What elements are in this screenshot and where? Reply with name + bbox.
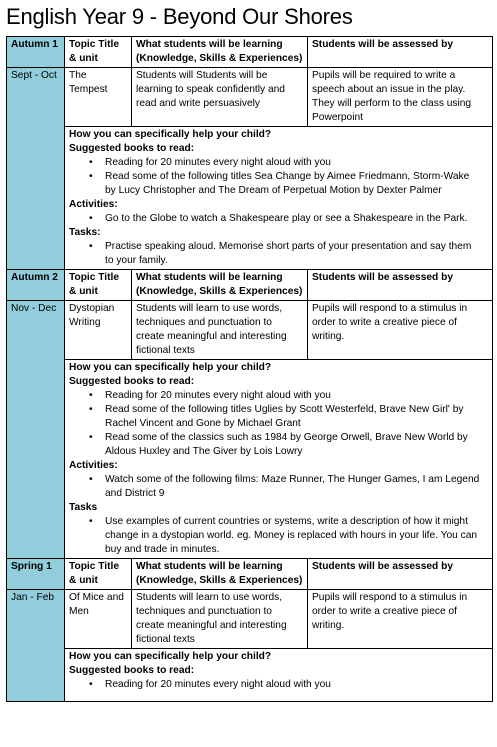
help-heading: How you can specifically help your child? [69, 651, 272, 662]
list-item: • Reading for 20 minutes every night aloud with you [69, 389, 488, 403]
term-header-row [7, 37, 493, 68]
term-name: Autumn 2 [7, 270, 65, 301]
term-dates: Jan - Feb [7, 590, 65, 702]
help-section [65, 127, 493, 270]
help-row [7, 127, 493, 270]
activities-heading: Activities: [69, 199, 118, 210]
activities-list [69, 212, 488, 226]
term-content-row [7, 301, 493, 360]
assessed-header: Students will be assessed by [308, 270, 493, 301]
books-list [69, 389, 488, 459]
tasks-list [69, 240, 488, 268]
books-list [69, 156, 488, 198]
term-header-row [7, 270, 493, 301]
help-section [65, 649, 493, 702]
list-item: • Read some of the classics such as 1984 by George Orwell, Brave New World by Aldous Huxley and The Giver by Lois Lowry [69, 431, 488, 459]
list-item: • Reading for 20 minutes every night aloud with you [69, 678, 488, 692]
tasks-list [69, 515, 488, 557]
assessment-text: Pupils will be required to write a speech about an issue in the play. They will perform to the class using Powerpoint [308, 68, 493, 127]
topic-header: Topic Title & unit [65, 37, 132, 68]
help-heading: How you can specifically help your child? [69, 362, 272, 373]
term-header-row [7, 559, 493, 590]
learning-text: Students will learn to use words, techniques and punctuation to create meaningful and interesting fictional texts [132, 590, 308, 649]
books-heading: Suggested books to read: [69, 376, 195, 387]
list-item: • Read some of the following titles Uglies by Scott Westerfeld, Brave New Girl' by Rachel Vincent and Gone by Michael Grant [69, 403, 488, 431]
term-dates: Sept - Oct [7, 68, 65, 270]
assessment-text: Pupils will respond to a stimulus in order to write a creative piece of writing. [308, 590, 493, 649]
term-content-row [7, 590, 493, 649]
topic-title: Of Mice and Men [65, 590, 132, 649]
topic-header: Topic Title & unit [65, 270, 132, 301]
activities-list [69, 473, 488, 501]
books-heading: Suggested books to read: [69, 143, 195, 154]
learning-header: What students will be learning (Knowledge, Skills & Experiences) [132, 270, 308, 301]
tasks-heading: Tasks [69, 502, 98, 513]
topic-title: Dystopian Writing [65, 301, 132, 360]
term-name: Autumn 1 [7, 37, 65, 68]
assessed-header: Students will be assessed by [308, 37, 493, 68]
learning-header: What students will be learning (Knowledge, Skills & Experiences) [132, 559, 308, 590]
activities-heading: Activities: [69, 460, 118, 471]
list-item: • Use examples of current countries or systems, write a description of how it might change in a dystopian world. eg. Money is replaced with hours in your life. You can buy and trade in minutes. [69, 515, 488, 557]
learning-text: Students will Students will be learning to speak confidently and read and write persuasively [132, 68, 308, 127]
list-item: • Watch some of the following films: Maze Runner, The Hunger Games, I am Legend and District 9 [69, 473, 488, 501]
help-heading: How you can specifically help your child? [69, 129, 272, 140]
books-heading: Suggested books to read: [69, 665, 195, 676]
page-title: English Year 9 - Beyond Our Shores [6, 4, 353, 29]
topic-title: The Tempest [65, 68, 132, 127]
term-dates: Nov - Dec [7, 301, 65, 559]
list-item: • Reading for 20 minutes every night aloud with you [69, 156, 488, 170]
assessment-text: Pupils will respond to a stimulus in order to write a creative piece of writing. [308, 301, 493, 360]
assessed-header: Students will be assessed by [308, 559, 493, 590]
books-list [69, 678, 488, 692]
learning-text: Students will learn to use words, techniques and punctuation to create meaningful and interesting fictional texts [132, 301, 308, 360]
list-item: • Read some of the following titles Sea Change by Aimee Friedmann, Storm-Wake by Lucy Christopher and The Dream of Perpetual Motion by Dexter Palmer [69, 170, 488, 198]
learning-header: What students will be learning (Knowledge, Skills & Experiences) [132, 37, 308, 68]
term-name: Spring 1 [7, 559, 65, 590]
help-row [7, 360, 493, 559]
tasks-heading: Tasks: [69, 227, 101, 238]
list-item: • Go to the Globe to watch a Shakespeare play or see a Shakespeare in the Park. [69, 212, 488, 226]
help-row [7, 649, 493, 702]
topic-header: Topic Title & unit [65, 559, 132, 590]
curriculum-table [6, 36, 493, 702]
list-item: • Practise speaking aloud. Memorise short parts of your presentation and say them to your family. [69, 240, 488, 268]
help-section [65, 360, 493, 559]
term-content-row [7, 68, 493, 127]
